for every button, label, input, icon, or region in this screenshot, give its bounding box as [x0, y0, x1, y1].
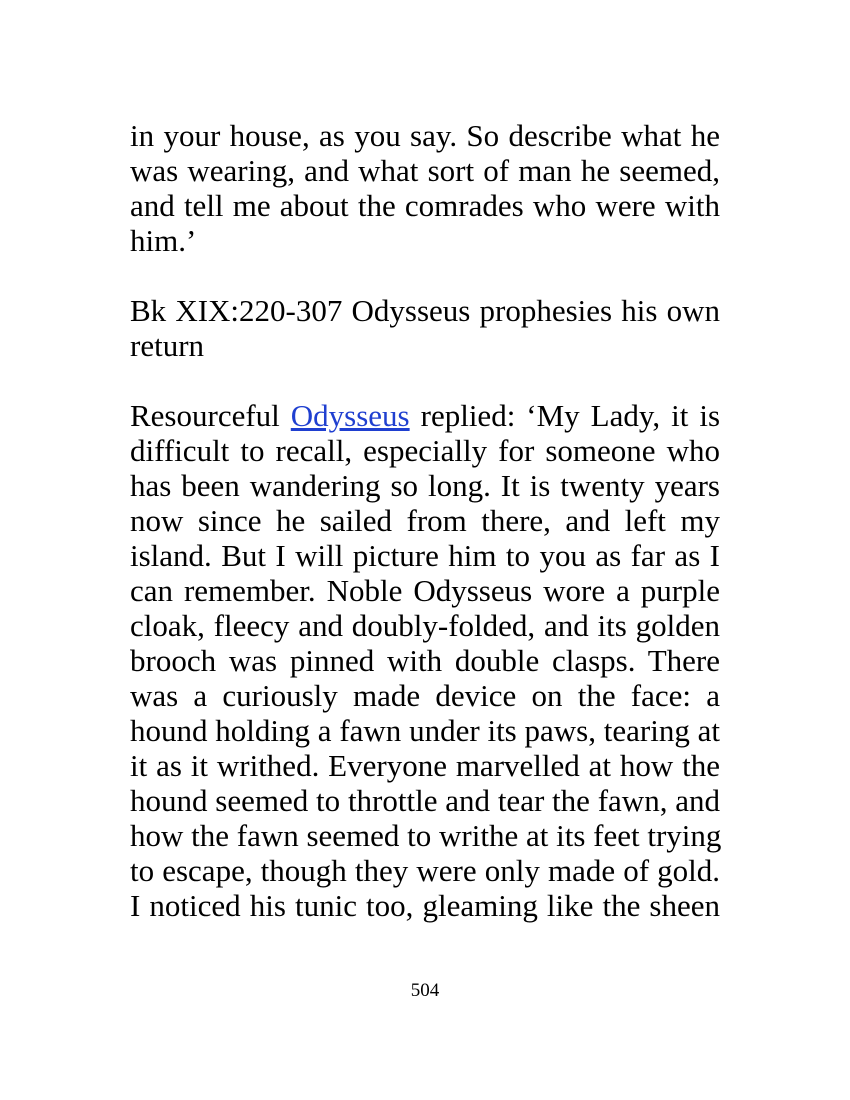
- text-line: now since he sailed from there, and left my: [130, 503, 720, 538]
- text-line: cloak, fleecy and doubly-folded, and its golden: [130, 608, 720, 643]
- heading-line: Bk XIX:220-307 Odysseus prophesies his own: [130, 293, 720, 328]
- section-heading: [130, 293, 720, 363]
- paragraph-continued: [130, 118, 720, 258]
- text-segment: Resourceful: [130, 398, 280, 433]
- text-line: to escape, though they were only made of gold.: [130, 853, 720, 888]
- text-line: was a curiously made device on the face: a: [130, 678, 720, 713]
- text-line: how the fawn seemed to writhe at its feet trying: [130, 818, 722, 853]
- text-line: I noticed his tunic too, gleaming like the sheen: [130, 888, 720, 923]
- text-line: and tell me about the comrades who were with: [130, 188, 720, 223]
- text-line: can remember. Noble Odysseus wore a purple: [130, 573, 720, 608]
- text-line: has been wandering so long. It is twenty years: [130, 468, 720, 503]
- page-number: 504: [410, 980, 440, 1001]
- text-line: was wearing, and what sort of man he seemed,: [130, 153, 720, 188]
- page-body: [130, 118, 720, 923]
- paragraph-odysseus-reply: [130, 398, 720, 923]
- paragraph-gap: [130, 258, 720, 293]
- text-line: in your house, as you say. So describe what he: [130, 118, 720, 153]
- text-line-with-link: [130, 398, 720, 433]
- text-segment: replied: ‘My Lady, it is: [420, 398, 721, 433]
- text-line: difficult to recall, especially for someone who: [130, 433, 720, 468]
- text-line: hound seemed to throttle and tear the fawn, and: [130, 783, 720, 818]
- text-line: brooch was pinned with double clasps. There: [130, 643, 720, 678]
- text-line: him.’: [130, 223, 197, 258]
- text-line: hound holding a fawn under its paws, tearing at: [130, 713, 720, 748]
- paragraph-gap: [130, 363, 720, 398]
- odysseus-link[interactable]: Odysseus: [290, 398, 410, 433]
- heading-line: return: [130, 328, 205, 363]
- text-line: it as it writhed. Everyone marvelled at how the: [130, 748, 720, 783]
- text-line: island. But I will picture him to you as far as I: [130, 538, 720, 573]
